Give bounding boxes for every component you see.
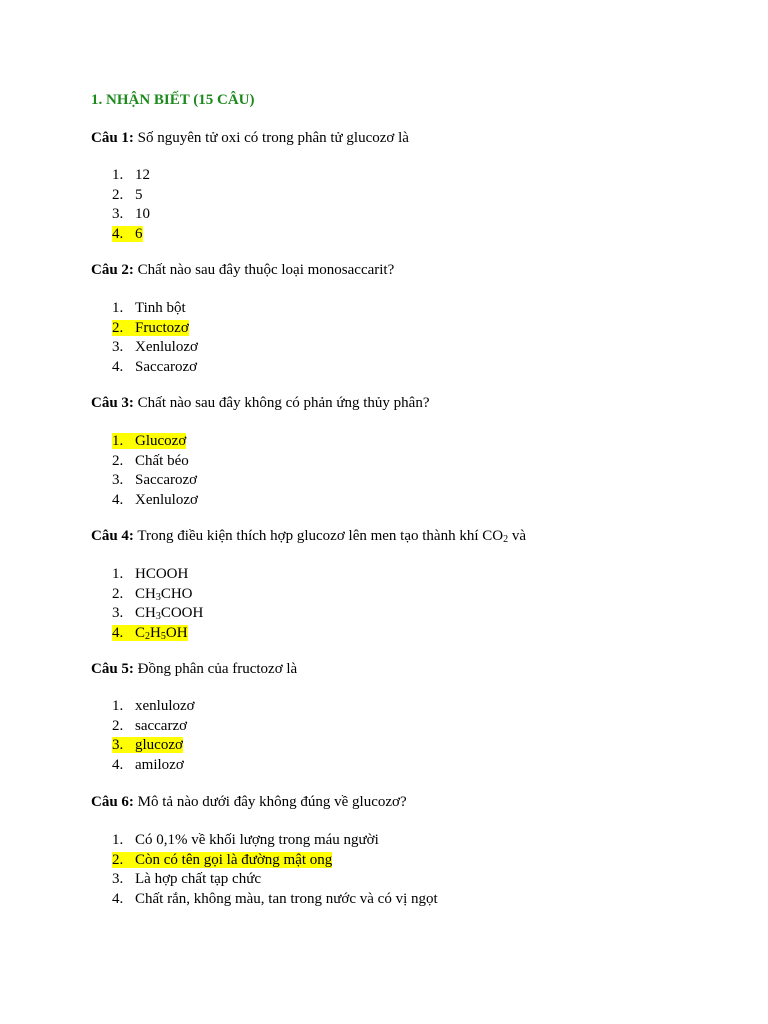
answer-option: 3. Saccarozơ	[112, 472, 198, 488]
question-text: Đồng phân của fructozơ là	[137, 661, 298, 677]
question-number: Câu 6:	[91, 794, 134, 810]
question-number: Câu 3:	[91, 395, 134, 411]
question-6	[91, 794, 407, 811]
answer-option: 3. Là hợp chất tạp chức	[112, 871, 262, 887]
question-number: Câu 5:	[91, 661, 134, 677]
question-text: Trong điều kiện thích hợp glucozơ lên men tạo thành khí $CO_2$ và	[137, 528, 527, 545]
answer-option-highlighted: 4. $C_2H_5OH$	[112, 624, 188, 642]
answer-option: 2. $CH_3CHO$	[112, 585, 193, 603]
question-text: Mô tả nào dưới đây không đúng về glucozơ?	[137, 794, 407, 810]
question-text: Chất nào sau đây không có phản ứng thủy phân?	[137, 395, 430, 411]
question-text: Số nguyên tử oxi có trong phân tử glucozơ là	[137, 130, 409, 146]
question-1	[91, 130, 409, 147]
answer-option: 1. Tinh bột	[112, 300, 186, 316]
answer-option: 4. Xenlulozơ	[112, 491, 198, 508]
question-4	[91, 528, 526, 545]
answer-list-2	[112, 299, 198, 377]
answer-option: 4. amilozơ	[112, 756, 184, 773]
section-title: 1. NHẬN BIẾT (15 CÂU)	[91, 92, 255, 108]
answer-option: 1. xenlulozơ	[112, 698, 195, 714]
answer-option: 3. Xenlulozơ	[112, 339, 198, 355]
answer-option-highlighted: 4. 6	[112, 225, 143, 242]
answer-list-4	[112, 565, 203, 643]
answer-option: 1. 12	[112, 167, 150, 183]
question-text: Chất nào sau đây thuộc loại monosaccarit?	[137, 262, 395, 278]
question-5	[91, 661, 297, 678]
answer-option: 4. Saccarozơ	[112, 358, 198, 375]
answer-list-1	[112, 166, 150, 244]
answer-option: 2. saccarzơ	[112, 717, 188, 734]
question-2	[91, 262, 394, 279]
answer-option: 2. Chất béo	[112, 452, 189, 469]
answer-list-6	[112, 831, 438, 909]
question-number: Câu 2:	[91, 262, 134, 278]
answer-option: 3. $CH_3COOH$	[112, 605, 204, 622]
answer-option: 2. 5	[112, 186, 143, 203]
answer-option: 1. Có 0,1% về khối lượng trong máu người	[112, 832, 379, 848]
answer-option-highlighted: 2. Fructozơ	[112, 319, 189, 336]
answer-list-3	[112, 432, 198, 510]
answer-option: 3. 10	[112, 206, 150, 222]
answer-option-highlighted: 2. Còn có tên gọi là đường mật ong	[112, 851, 333, 868]
answer-option-highlighted: 3. glucozơ	[112, 737, 183, 753]
question-number: Câu 1:	[91, 130, 134, 146]
answer-option: 4. Chất rắn, không màu, tan trong nước và có vị ngọt	[112, 890, 438, 907]
question-number: Câu 4:	[91, 528, 134, 544]
answer-list-5	[112, 697, 195, 775]
answer-option-highlighted: 1. Glucozơ	[112, 433, 187, 449]
question-3	[91, 395, 430, 412]
answer-option: 1. HCOOH	[112, 566, 189, 582]
